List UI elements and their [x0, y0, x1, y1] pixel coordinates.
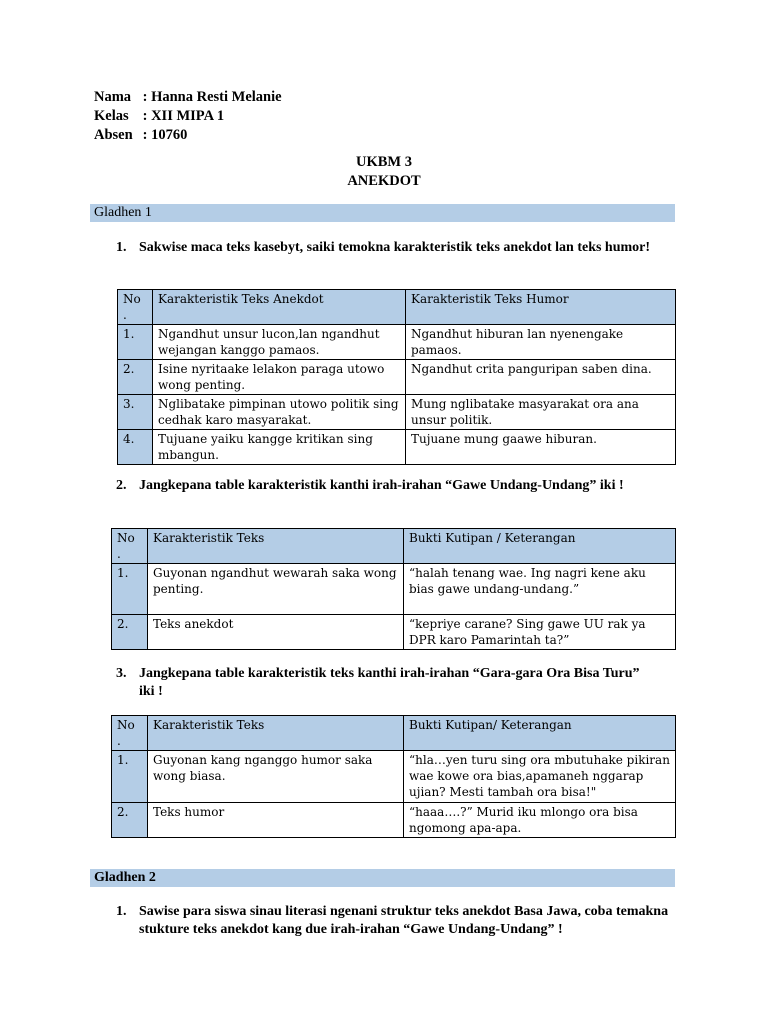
absen-label: Absen: [94, 127, 133, 143]
table-gara-gara-ora-bisa-turu: [111, 715, 676, 838]
header-bukti-kutipan: Bukti Kutipan/ Keterangan: [404, 716, 676, 751]
header-no: No .: [118, 290, 153, 325]
question-text: Jangkepana table karakteristik teks kanthi irah-irahan “Gara-gara Ora Bisa Turu” iki !: [139, 666, 640, 699]
cell-bukti: “halah tenang wae. Ing nagri kene aku bias gawe undang-undang.”: [404, 564, 676, 615]
row-number: 1.: [112, 564, 148, 615]
name-value: : Hanna Resti Melanie: [142, 89, 282, 105]
question-number: 2.: [116, 478, 127, 493]
header-karakteristik-humor: Karakteristik Teks Humor: [406, 290, 676, 325]
cell-anekdot: Tujuane yaiku kangge kritikan sing mbangun.: [153, 430, 406, 465]
cell-anekdot: Ngandhut unsur lucon,lan ngandhut wejangan kanggo pamaos.: [153, 325, 406, 360]
gladhen2-question-1: [116, 903, 676, 939]
question-number: 1.: [116, 240, 127, 255]
cell-bukti: “kepriye carane? Sing gawe UU rak ya DPR karo Pamarintah ta?”: [404, 615, 676, 650]
name-label: Nama: [94, 89, 132, 105]
question-text: Jangkepana table karakteristik kanthi irah-irahan “Gawe Undang-Undang” iki !: [139, 478, 624, 493]
absen-value: : 10760: [142, 127, 188, 143]
cell-bukti: “hla…yen turu sing ora mbutuhake pikiran wae kowe ora bias,apamaneh nggarap ujian? Mesti tambah ora bisa!": [404, 751, 676, 803]
header-karakteristik: Karakteristik Teks: [148, 529, 404, 564]
student-info: [94, 88, 282, 145]
cell-humor: Mung nglibatake masyarakat ora ana unsur politik.: [406, 395, 676, 430]
table-row: [118, 395, 676, 430]
cell-bukti: “haaa….?” Murid iku mlongo ora bisa ngomong apa-apa.: [404, 803, 676, 838]
table-row: [112, 751, 676, 803]
cell-karakteristik: Teks anekdot: [148, 615, 404, 650]
table-row: [118, 430, 676, 465]
row-number: 4.: [118, 430, 153, 465]
title-line-2: ANEKDOT: [347, 173, 421, 189]
section-heading-gladhen-2: Gladhen 2: [90, 869, 675, 887]
table-gawe-undang-undang: [111, 528, 676, 650]
student-absen-line: [94, 126, 282, 145]
header-no: No .: [112, 529, 148, 564]
cell-humor: Tujuane mung gaawe hiburan.: [406, 430, 676, 465]
question-number: 1.: [116, 904, 127, 919]
title-line-1: UKBM 3: [356, 154, 412, 170]
table-row: [112, 803, 676, 838]
table-header-row: [112, 529, 676, 564]
cell-karakteristik: Teks humor: [148, 803, 404, 838]
table-row: [118, 360, 676, 395]
row-number: 2.: [118, 360, 153, 395]
page-title: [0, 153, 768, 191]
table-header-row: [112, 716, 676, 751]
row-number: 2.: [112, 615, 148, 650]
student-class-line: [94, 107, 282, 126]
class-value: : XII MIPA 1: [142, 108, 225, 124]
section-heading-gladhen-1: Gladhen 1: [90, 204, 675, 222]
table-row: [112, 615, 676, 650]
table-row: [112, 564, 676, 615]
row-number: 3.: [118, 395, 153, 430]
question-text: Sakwise maca teks kasebyt, saiki temokna karakteristik teks anekdot lan teks humor!: [139, 240, 651, 255]
question-text: Sawise para siswa sinau literasi ngenani struktur teks anekdot Basa Jawa, coba temakna stukture teks anekdot kang due irah-irahan “Gawe Undang-Undang” !: [139, 904, 669, 937]
table-header-row: [118, 290, 676, 325]
question-3: [116, 665, 656, 701]
cell-anekdot: Nglibatake pimpinan utowo politik sing cedhak karo masyarakat.: [153, 395, 406, 430]
header-bukti-kutipan: Bukti Kutipan / Keterangan: [404, 529, 676, 564]
cell-humor: Ngandhut hiburan lan nyenengake pamaos.: [406, 325, 676, 360]
header-karakteristik: Karakteristik Teks: [148, 716, 404, 751]
table-row: [118, 325, 676, 360]
row-number: 2.: [112, 803, 148, 838]
cell-karakteristik: Guyonan ngandhut wewarah saka wong penting.: [148, 564, 404, 615]
header-no: No .: [112, 716, 148, 751]
row-number: 1.: [112, 751, 148, 803]
class-label: Kelas: [94, 108, 129, 124]
cell-humor: Ngandhut crita panguripan saben dina.: [406, 360, 676, 395]
header-karakteristik-anekdot: Karakteristik Teks Anekdot: [153, 290, 406, 325]
cell-karakteristik: Guyonan kang nganggo humor saka wong biasa.: [148, 751, 404, 803]
cell-anekdot: Isine nyritaake lelakon paraga utowo wong penting.: [153, 360, 406, 395]
student-name-line: [94, 88, 282, 107]
question-1: [116, 239, 666, 257]
table-anekdot-humor: [117, 289, 676, 465]
question-number: 3.: [116, 666, 127, 681]
row-number: 1.: [118, 325, 153, 360]
question-2: [116, 477, 656, 495]
